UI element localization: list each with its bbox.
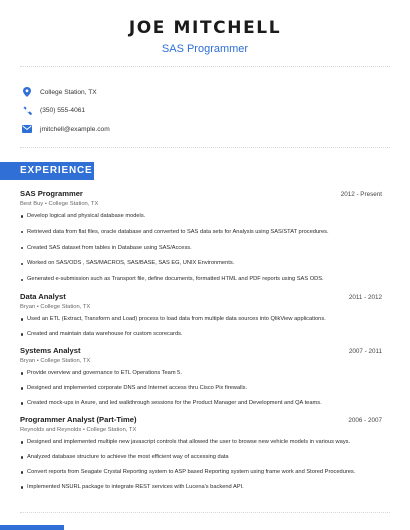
job-bullets [20, 213, 382, 283]
job-bullet: Develop logical and physical database models. [20, 213, 382, 220]
divider [20, 66, 390, 67]
contact-list [22, 83, 110, 139]
phone-icon [22, 106, 32, 116]
divider [20, 147, 390, 148]
resume-header [0, 18, 410, 55]
job-title: SAS Programmer [20, 189, 83, 198]
job-company-line: Bryan • College Station, TX [20, 357, 91, 364]
contact-location-text: College Station, TX [40, 88, 97, 96]
contact-phone [22, 102, 110, 121]
job-bullet: Retrieved data from flat files, oracle database and converted to SAS data sets for Analysis using SAS/STAT procedures. [20, 229, 382, 236]
job-bullet: Worked on SAS/ODS , SAS/MACROS, SAS/BASE, SAS EG, UNIX Environments. [20, 260, 382, 267]
job-location: College Station, TX [86, 426, 137, 433]
job-location: College Station, TX [40, 357, 91, 364]
job-dates: 2007 - 2011 [348, 347, 382, 355]
experience-list [20, 189, 382, 499]
job-entry [20, 346, 382, 407]
contact-email-text[interactable]: jmitchell@example.com [40, 125, 110, 133]
candidate-title: SAS Programmer [161, 43, 249, 55]
job-bullets [20, 316, 382, 338]
job-company: Bryan [20, 303, 36, 310]
job-title: Programmer Analyst (Part-Time) [20, 414, 137, 424]
next-section-tab [0, 525, 64, 530]
job-entry [20, 292, 382, 338]
job-location: College Station, TX [40, 303, 91, 310]
job-bullet: Designed and implemented multiple new javascript controls that allowed the user to browse new vehicle models in various ways. [20, 439, 382, 446]
contact-email[interactable] [22, 120, 110, 139]
job-bullet: Created and maintain data warehouse for custom scorecards. [20, 331, 382, 338]
job-title: Systems Analyst [20, 345, 81, 355]
job-title: Data Analyst [20, 291, 66, 301]
job-company: Best Buy [20, 201, 44, 207]
job-entry [20, 415, 382, 491]
job-bullet: Used an ETL (Extract, Transform and Load) process to load data from multiple data sources into QlikView applications. [20, 316, 382, 323]
job-bullet: Created SAS dataset from tables in Database using SAS/Access. [20, 245, 382, 252]
job-company-line: Bryan • College Station, TX [20, 303, 91, 310]
job-bullets [20, 439, 382, 491]
job-company: Bryan [20, 357, 36, 364]
contact-location [22, 83, 110, 102]
job-bullet: Designed and implemented corporate DNS and Internet access thru Cisco Pix firewalls. [20, 385, 382, 392]
contact-phone-text: (350) 555-4061 [40, 107, 86, 115]
experience-section-heading: EXPERIENCE [0, 162, 94, 180]
job-bullet: Analyzed database structure to achieve the most efficient way of accessing data [20, 454, 382, 461]
job-company: Reynolds and Reynolds [20, 426, 82, 433]
divider [20, 512, 390, 513]
job-entry [20, 189, 382, 283]
job-company-line: Best Buy • College Station, TX [20, 201, 99, 207]
location-pin-icon [22, 87, 32, 97]
job-company-line: Reynolds and Reynolds • College Station, TX [20, 426, 137, 433]
job-dates: 2011 - 2012 [348, 293, 382, 301]
job-location: College Station, TX [48, 201, 99, 207]
candidate-name: JOE MITCHELL [128, 18, 282, 38]
job-dates: 2006 - 2007 [348, 416, 382, 424]
job-bullets [20, 370, 382, 407]
job-bullet: Provide overview and governance to ETL Operations Team 5. [20, 370, 382, 377]
job-dates: 2012 - Present [340, 191, 382, 198]
job-bullet: Implemented NSURL package to integrate REST services with Lucena's backend API. [20, 484, 382, 491]
job-bullet: Created mock-ups in Axure, and led walkthrough sessions for the Product Manager and Development and QA teams. [20, 400, 382, 407]
email-icon [22, 124, 32, 134]
job-bullet: Convert reports from Seagate Crystal Reporting system to ASP based Reporting system using frame work and Stored Procedures. [20, 469, 382, 476]
job-bullet: Generated e-submission such as Transport file, define documents, formatted HTML and PDF reports using SAS ODS. [20, 276, 382, 283]
